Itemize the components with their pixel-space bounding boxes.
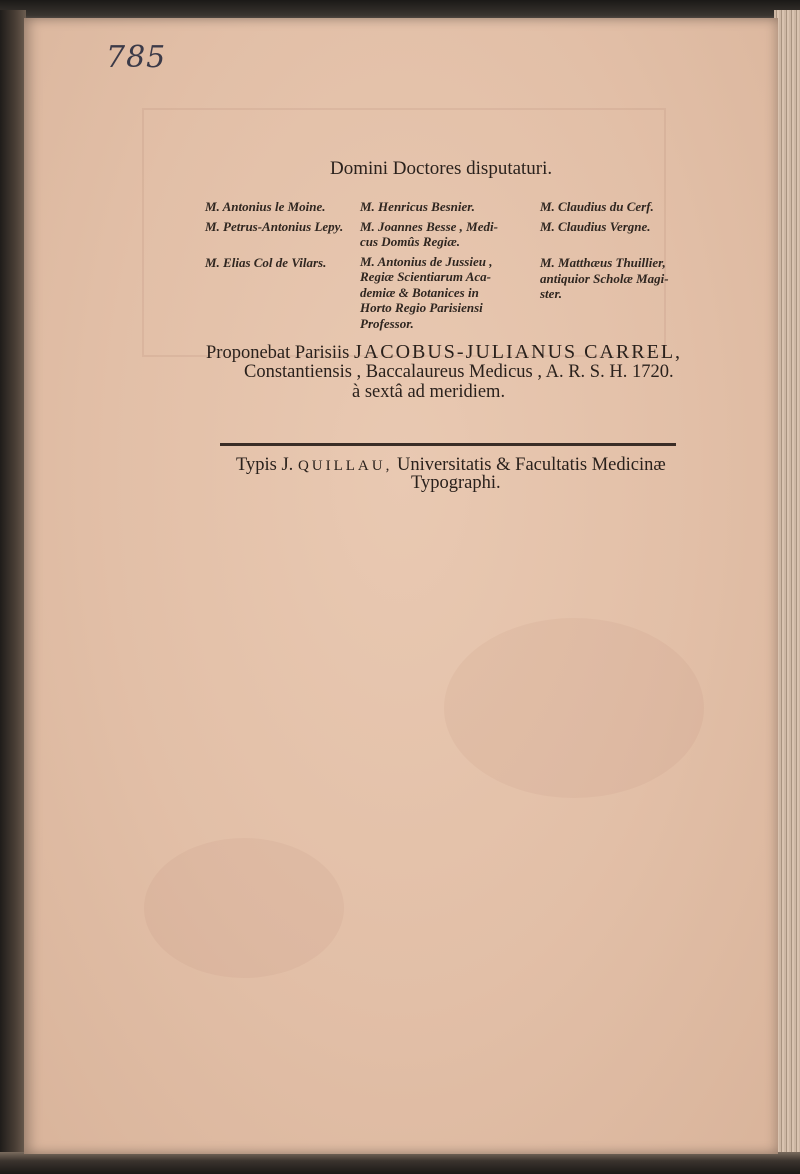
proposition-line-2: Constantiensis , Baccalaureus Medicus , A. R. S. H. 1720. bbox=[244, 362, 674, 382]
paper-stain bbox=[144, 838, 344, 978]
doctors-heading: Domini Doctores disputaturi. bbox=[330, 158, 553, 179]
doctor-entry: M. Claudius Vergne. bbox=[540, 218, 651, 234]
book-page bbox=[24, 18, 778, 1154]
imprint-line-2: Typographi. bbox=[411, 473, 501, 493]
doctor-entry: M. Joannes Besse , Medi- cus Domûs Regiæ. bbox=[360, 218, 498, 249]
doctor-entry: M. Matthæus Thuillier, antiquior Scholæ Magi- ster. bbox=[540, 255, 669, 301]
doctor-entry: M. Elias Col de Vilars. bbox=[205, 255, 327, 270]
doctor-entry: M. Antonius de Jussieu , Regiæ Scientiarum Aca- demiæ & Botanices in Horto Regio Parisiensi Professor. bbox=[360, 253, 493, 331]
doctor-entry: M. Henricus Besnier. bbox=[360, 199, 475, 214]
proposition-line-3: à sextâ ad meridiem. bbox=[352, 382, 506, 402]
imprint-rest: Universitatis & Facultatis Medicinæ bbox=[396, 455, 666, 475]
doctor-entry: M. Petrus-Antonius Lepy. bbox=[205, 218, 344, 234]
doctors-column-3 bbox=[540, 199, 710, 306]
book-spine-edge bbox=[0, 10, 26, 1174]
proposition-line-1 bbox=[206, 341, 682, 364]
paper-stain bbox=[444, 618, 704, 798]
candidate-name: JACOBUS-JULIANUS CARREL, bbox=[354, 341, 683, 363]
doctor-entry: M. Claudius du Cerf. bbox=[540, 199, 654, 214]
proposition-prefix: Proponebat Parisiis bbox=[206, 343, 350, 363]
book-bottom-edge bbox=[0, 1152, 800, 1174]
handwritten-folio-number: 785 bbox=[106, 40, 167, 75]
doctors-column-1 bbox=[205, 199, 355, 275]
imprint-prefix: Typis J. bbox=[236, 455, 294, 475]
doctor-entry: M. Antonius le Moine. bbox=[205, 199, 326, 214]
horizontal-rule bbox=[220, 443, 676, 446]
doctors-column-2 bbox=[360, 199, 550, 335]
printer-name: QUILLAU, bbox=[297, 458, 393, 474]
